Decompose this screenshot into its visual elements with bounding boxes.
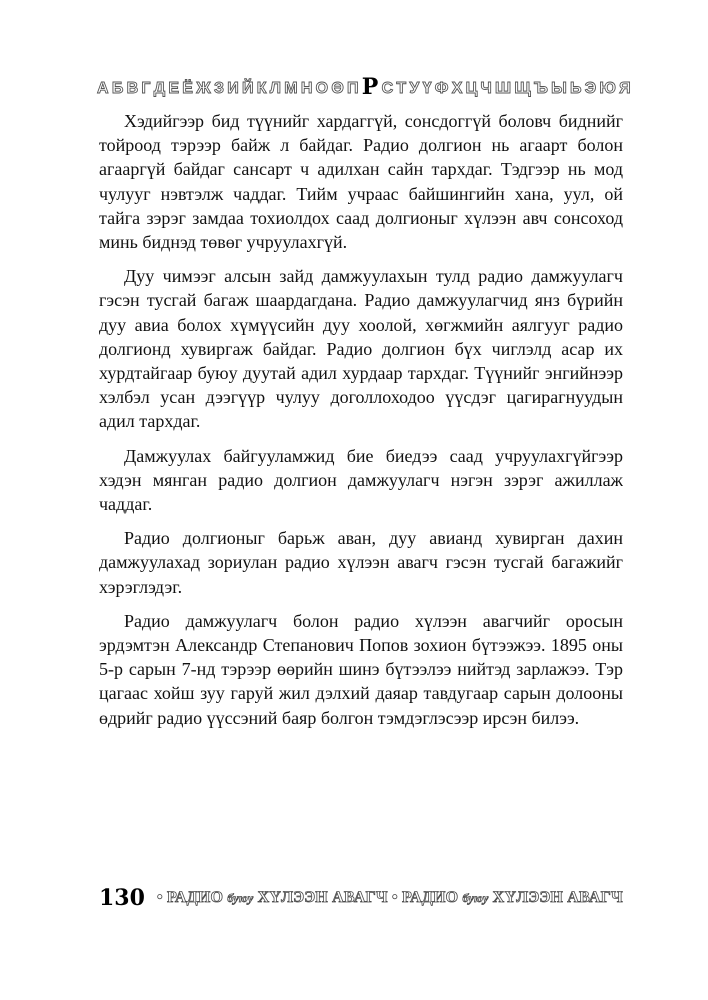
alphabet-header <box>97 74 631 98</box>
alphabet-letter: Н <box>300 80 313 97</box>
alphabet-letter: Ф <box>434 80 449 97</box>
running-title-part: ХҮЛЭЭН АВАГЧ <box>488 889 623 906</box>
alphabet-letter: Ы <box>551 80 567 97</box>
paragraph: Радио долгионыг барьж аван, дуу авианд хувирган дахин дамжуулахад зориулан радио хүлээн авагч гэсэн тусгай багажийг хэрэглэдэг. <box>99 528 623 597</box>
alphabet-letter: Ө <box>331 80 344 97</box>
alphabet-letter: К <box>256 80 267 97</box>
running-title <box>157 889 623 907</box>
running-title-part: буюу <box>462 891 489 905</box>
running-title-part: ХҮЛЭЭН АВАГЧ • РАДИО <box>253 889 463 906</box>
alphabet-letter: Т <box>396 80 407 97</box>
alphabet-letter: У <box>409 80 420 97</box>
paragraph: Хэдийгээр бид түүнийг хардаггүй, сонсдоггүй боловч биднийг тойроод тэрээр байж л байдаг. Радио долгион нь агаарт болон агааргүй байдаг сансарт ч адилхан сайн тархдаг. Тэдгээр нь мод чулууг нэвтэлж чаддаг. Тийм учраас байшингийн хана, уул, ой тайга зэрэг замдаа тохиолдох саад долгионыг хүлээн авч сонсоход минь биднэд төвөг учруулахгүй. <box>99 111 623 253</box>
alphabet-letter: Б <box>111 80 124 97</box>
alphabet-letter: Ё <box>182 80 193 97</box>
alphabet-letter: Й <box>241 80 254 97</box>
alphabet-letter: П <box>347 80 359 97</box>
alphabet-letter: Ч <box>480 80 492 97</box>
alphabet-letter: И <box>227 80 239 97</box>
alphabet-letter: С <box>381 80 394 97</box>
running-title-part: буюу <box>227 891 254 905</box>
alphabet-letter: О <box>315 80 329 97</box>
alphabet-letter: З <box>213 80 224 97</box>
body-text <box>99 109 623 740</box>
page-number: 130 <box>99 885 145 911</box>
alphabet-letter: Х <box>451 80 463 97</box>
alphabet-letter: Ш <box>495 80 512 97</box>
alphabet-letter: Л <box>269 80 281 97</box>
alphabet-letter-highlighted: Р <box>361 74 379 100</box>
paragraph: Радио дамжуулагч болон радио хүлээн авагчийг оросын эрдэмтэн Александр Степанович Попов зохион бүтээжээ. 1895 оны 5-р сарын 7-нд тэрээр өөрийн шинэ бүтээлээ нийтэд зарлажээ. Тэр цагаас хойш зуу гаруй жил дэлхий даяар тавдугаар сарын долооны өдрийг радио үүссэний баяр болгон тэмдэглэсээр ирсэн билээ. <box>99 610 623 728</box>
alphabet-letter: Ь <box>570 80 582 97</box>
alphabet-letter: Ц <box>465 80 478 97</box>
alphabet-letter: Э <box>584 80 597 97</box>
alphabet-letter: Щ <box>514 80 531 97</box>
alphabet-letter: А <box>97 80 109 97</box>
alphabet-letter: Ү <box>422 80 432 97</box>
alphabet-letter: Д <box>153 80 166 97</box>
alphabet-letter: Ю <box>599 80 616 97</box>
alphabet-letter: Е <box>168 80 180 97</box>
alphabet-letter: Г <box>141 80 151 97</box>
paragraph: Дамжуулах байгууламжид бие биедээ саад учруулахгүйгээр хэдэн мянган радио долгион дамжуулагч нэгэн зэрэг ажиллаж чаддаг. <box>99 445 623 515</box>
alphabet-letter: М <box>284 80 298 97</box>
alphabet-letter: В <box>126 80 139 97</box>
alphabet-letter: Ъ <box>533 80 548 97</box>
alphabet-letter: Ж <box>196 80 211 97</box>
alphabet-letter: Я <box>619 80 631 97</box>
page-footer <box>99 883 629 913</box>
paragraph: Дуу чимээг алсын зайд дамжуулахын тулд радио дамжуулагч гэсэн тусгай багаж шаардагдана. Радио дамжуулагчид янз бүрийн дуу авиа болох хүмүүсийн дуу хоолой, хөгжмийн аялгууг радио долгионд хувиргаж байдаг. Радио долгион бүх чиглэлд асар их хурдтайгаар буюу дуутай адил хурдаар тархдаг. Түүнийг энгийнээр хэлбэл усан дээгүүр чулуу доголлоходоо үүсдэг цагирагнуудын адил тархдаг. <box>99 266 623 432</box>
running-title-part: • РАДИО <box>156 889 228 906</box>
